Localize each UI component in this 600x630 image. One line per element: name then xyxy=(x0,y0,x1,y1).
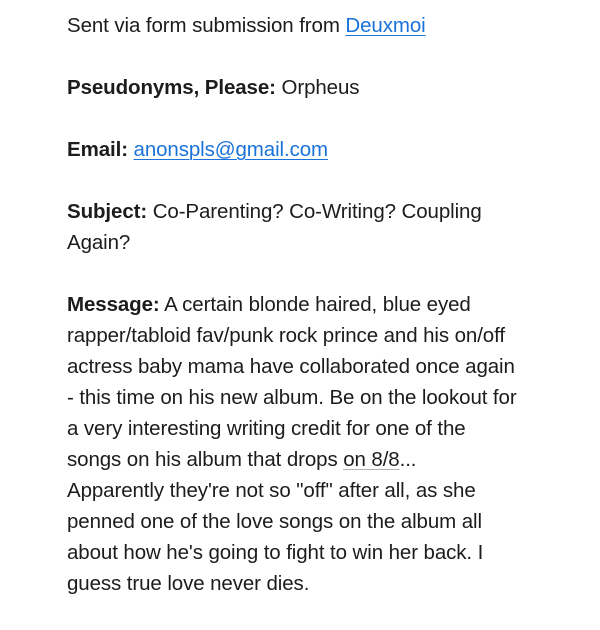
sent-via-line xyxy=(67,10,567,41)
subject-field xyxy=(67,196,567,258)
message-date-line xyxy=(67,444,567,475)
email-label: Email: xyxy=(67,138,128,161)
pseudonym-field xyxy=(67,72,567,103)
subject-label: Subject: xyxy=(67,200,148,223)
message-line-1 xyxy=(67,289,567,320)
email-link[interactable]: anonspls@gmail.com xyxy=(133,138,329,161)
message-date-prefix: songs on his album that drops xyxy=(67,448,344,471)
message-line: Apparently they're not so "off" after all, as she xyxy=(67,479,476,502)
message-label: Message: xyxy=(67,293,160,316)
message-text-1: A certain blonde haired, blue eyed xyxy=(164,293,471,316)
message-line: rapper/tabloid fav/punk rock prince and his on/off xyxy=(67,324,505,347)
subject-text-1: Co-Parenting? Co-Writing? Coupling xyxy=(152,200,482,223)
email-body xyxy=(67,10,567,630)
message-line: about how he's going to fight to win her back. I xyxy=(67,541,484,564)
message-field xyxy=(67,289,567,599)
subject-text-2: Again? xyxy=(67,231,131,254)
pseudonym-label: Pseudonyms, Please: xyxy=(67,76,276,99)
deuxmoi-link[interactable]: Deuxmoi xyxy=(345,14,426,37)
message-line: actress baby mama have collaborated once again xyxy=(67,355,515,378)
message-line: a very interesting writing credit for one of the xyxy=(67,417,466,440)
subject-line-1 xyxy=(67,196,567,227)
message-line: - this time on his new album. Be on the lookout for xyxy=(67,386,517,409)
message-line: penned one of the love songs on the album all xyxy=(67,510,482,533)
date-link[interactable]: on 8/8 xyxy=(343,448,400,471)
pseudonym-value: Orpheus xyxy=(281,76,360,99)
message-date-suffix: ... xyxy=(399,448,417,471)
sent-via-text: Sent via form submission from xyxy=(67,14,346,37)
message-line: guess true love never dies. xyxy=(67,572,310,595)
email-field xyxy=(67,134,567,165)
